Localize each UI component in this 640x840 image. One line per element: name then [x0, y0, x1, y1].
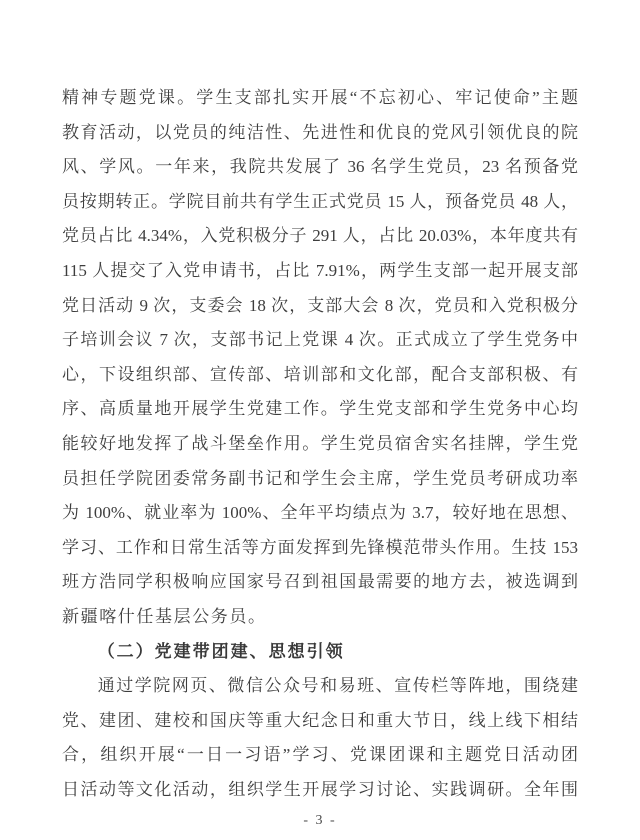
- paragraph-end-line: 新疆喀什任基层公务员。: [62, 606, 267, 626]
- body-line: 子培训会议 7 次，支部书记上党课 4 次。正式成立了学生党务中: [62, 330, 578, 350]
- page-footer: [0, 813, 640, 829]
- body-line: 为 100%、就业率为 100%、全年平均绩点为 3.7，较好地在思想、: [62, 503, 578, 523]
- document-body: [62, 81, 578, 807]
- body-line: 序、高质量地开展学生党建工作。学生党支部和学生党务中心均: [62, 399, 578, 419]
- body-line: 心，下设组织部、宣传部、培训部和文化部，配合支部积极、有: [62, 364, 578, 384]
- body-line: 党、建团、建校和国庆等重大纪念日和重大节日，线上线下相结: [62, 710, 578, 730]
- body-line: 党员占比 4.34%，入党积极分子 291 人，占比 20.03%，本年度共有: [62, 226, 578, 246]
- body-line: 班方浩同学积极响应国家号召到祖国最需要的地方去，被选调到: [62, 572, 578, 592]
- body-line: 员按期转正。学院目前共有学生正式党员 15 人，预备党员 48 人，: [62, 191, 578, 211]
- page-number: - 3 -: [303, 813, 337, 828]
- body-line: 党日活动 9 次，支委会 18 次，支部大会 8 次，党员和入党积极分: [62, 295, 578, 315]
- section-heading: （二）党建带团建、思想引领: [97, 641, 345, 661]
- body-line: 学习、工作和日常生活等方面发挥到先锋模范带头作用。生技 153: [62, 537, 578, 557]
- body-line: 115 人提交了入党申请书，占比 7.91%，两学生支部一起开展支部: [62, 260, 578, 280]
- body-line: 能较好地发挥了战斗堡垒作用。学生党员宿舍实名挂牌，学生党: [62, 433, 578, 453]
- body-line: 教育活动，以党员的纯洁性、先进性和优良的党风引领优良的院: [62, 122, 578, 142]
- body-line: 风、学风。一年来，我院共发展了 36 名学生党员，23 名预备党: [62, 157, 578, 177]
- body-line: 员担任学院团委常务副书记和学生会主席，学生党员考研成功率: [62, 468, 578, 488]
- paragraph-first-line: 通过学院网页、微信公众号和易班、宣传栏等阵地，围绕建: [97, 676, 578, 696]
- body-line: 合，组织开展“一日一习语”学习、党课团课和主题党日活动团: [62, 745, 578, 765]
- body-line: 精神专题党课。学生支部扎实开展“不忘初心、牢记使命”主题: [62, 88, 578, 107]
- body-line: 日活动等文化活动，组织学生开展学习讨论、实践调研。全年围: [62, 779, 578, 799]
